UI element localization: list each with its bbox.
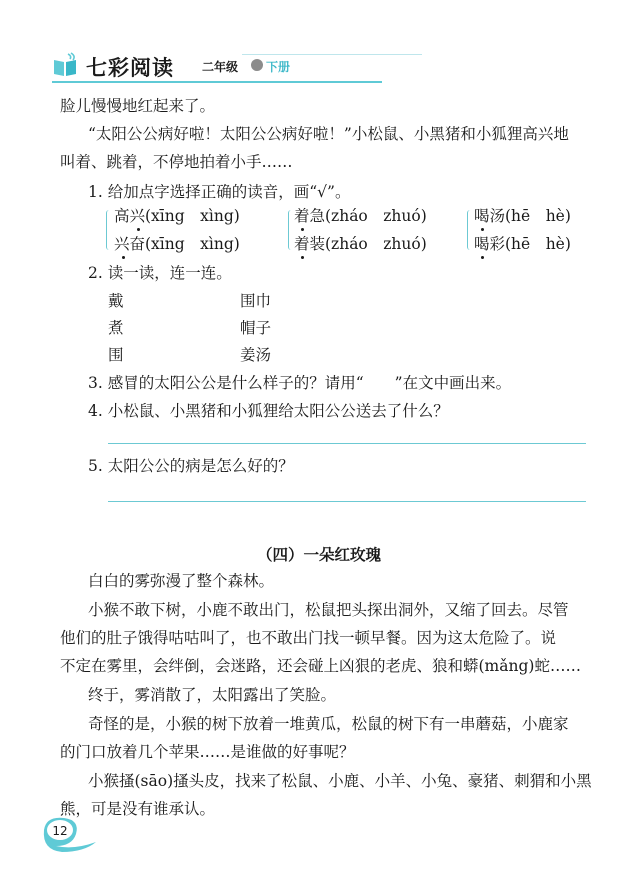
q4-prompt: 4. 小松鼠、小黑猪和小狐狸给太阳公公送去了什么？	[88, 402, 449, 420]
page-number-badge	[40, 812, 100, 852]
emphasis-dot	[301, 256, 304, 259]
section-line-9: 熊，可是没有谁承认。	[60, 800, 216, 818]
header-top-rule	[242, 54, 422, 55]
q1-item-2-2: 着装(zháo zhuó)	[294, 235, 427, 253]
grade-dot	[251, 59, 263, 71]
page-number: 12	[52, 824, 68, 838]
q2-left-2: 煮	[108, 319, 124, 337]
q1-item-1-3: 喝汤(hē hè)	[474, 207, 571, 225]
book-icon	[52, 52, 78, 78]
header-rule	[52, 81, 382, 83]
q2-left-1: 戴	[108, 292, 124, 310]
q2-right-3: 姜汤	[240, 346, 272, 364]
q2-left-3: 围	[108, 346, 124, 364]
q1-item-1-1: 高兴(xīng xìng)	[114, 207, 240, 225]
section-line-2: 小猴不敢下树，小鹿不敢出门，松鼠把头探出洞外，又缩了回去。尽管	[88, 601, 569, 619]
q1-item-1-2: 着急(zháo zhuó)	[294, 207, 427, 225]
emphasis-dot	[137, 228, 140, 231]
answer-line-q4[interactable]	[108, 443, 586, 444]
answer-line-q5[interactable]	[108, 501, 586, 502]
brace-1	[106, 210, 113, 250]
q3-prompt: 3. 感冒的太阳公公是什么样子的？请用“ ”在文中画出来。	[88, 374, 512, 392]
brand-title: 七彩阅读	[86, 56, 174, 80]
story-line-3: 叫着、跳着，不停地拍着小手……	[60, 153, 293, 171]
q2-right-2: 帽子	[240, 319, 272, 337]
q1-item-2-1: 兴奋(xīng xìng)	[114, 235, 240, 253]
section-line-7: 的门口放着几个苹果……是谁做的好事呢？	[60, 743, 355, 761]
brace-3	[467, 210, 474, 250]
emphasis-dot	[481, 256, 484, 259]
story-line-1: 脸儿慢慢地红起来了。	[60, 97, 216, 115]
q2-prompt: 2. 读一读，连一连。	[88, 264, 232, 282]
story-line-2: “太阳公公病好啦！太阳公公病好啦！”小松鼠、小黑猪和小狐狸高兴地	[88, 125, 569, 143]
section-title: （四）一朵红玫瑰	[256, 545, 381, 564]
section-line-6: 奇怪的是，小猴的树下放着一堆黄瓜，松鼠的树下有一串蘑菇，小鹿家	[88, 715, 569, 733]
grade-label: 二年级	[202, 60, 239, 74]
emphasis-dot	[301, 228, 304, 231]
section-line-4: 不定在雾里，会绊倒，会迷路，还会碰上凶狠的老虎、狼和蟒(mǎng)蛇……	[60, 657, 581, 675]
emphasis-dot	[122, 256, 125, 259]
emphasis-dot	[481, 228, 484, 231]
section-line-8: 小猴搔(sāo)搔头皮，找来了松鼠、小鹿、小羊、小兔、豪猪、刺猬和小黑	[88, 772, 592, 790]
section-line-3: 他们的肚子饿得咕咕叫了，也不敢出门找一顿早餐。因为这太危险了。说	[60, 629, 557, 647]
section-line-5: 终于，雾消散了，太阳露出了笑脸。	[88, 686, 337, 704]
section-line-1: 白白的雾弥漫了整个森林。	[88, 572, 275, 590]
q1-prompt: 1. 给加点字选择正确的读音，画“√”。	[88, 183, 351, 201]
q5-prompt: 5. 太阳公公的病是怎么好的？	[88, 457, 294, 475]
q1-item-2-3: 喝彩(hē hè)	[474, 235, 571, 253]
page-header	[52, 48, 382, 84]
q2-right-1: 围巾	[240, 292, 272, 310]
volume-label: 下册	[266, 60, 291, 74]
